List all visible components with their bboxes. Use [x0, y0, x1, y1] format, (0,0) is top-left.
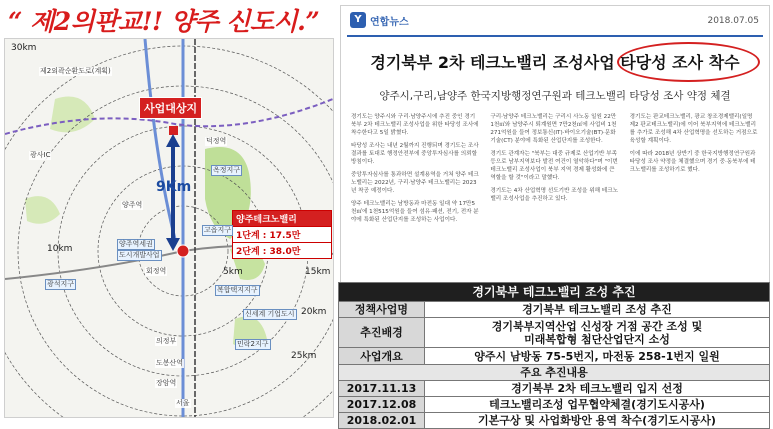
place-label: 광석지구	[47, 280, 75, 288]
techno-valley-title: 양주테크노밸리	[233, 211, 331, 226]
site-label: 사업대상지	[139, 97, 202, 119]
timeline-date: 2018.02.01	[339, 413, 425, 429]
news-paragraph: 구리·남양주 테크노밸리는 구리시 사노동 일원 22만1천㎡와 남양주시 퇴계원면 7만2천㎡에 사업비 1천271억원을 들여 정보통신(IT)·바이오기술(BT)·문화기술(CT) 분야에 특화된 산업단지를 조성한다.	[490, 114, 617, 144]
news-column	[490, 113, 619, 273]
timeline-date: 2017.11.13	[339, 381, 425, 397]
table-header-row	[339, 283, 770, 302]
place-label: 고읍지구	[204, 226, 232, 234]
timeline-row	[339, 397, 770, 413]
table-subheader: 주요 추진내용	[339, 365, 770, 381]
news-column	[630, 113, 759, 273]
news-divider	[347, 35, 763, 37]
phase2-area: 2단계 : 38.0만	[233, 242, 331, 258]
place-label: 장암역	[156, 379, 177, 387]
row-value-line: 미래복합형 첨단산업단지 소성	[524, 332, 670, 346]
table-row	[339, 318, 770, 348]
news-subtitle: 양주시,구리,남양주 한국지방행정연구원과 테크노밸리 타당성 조사 약정 체결	[379, 90, 731, 102]
table-row	[339, 302, 770, 318]
place-label: 도봉산역	[156, 359, 184, 367]
table-title: 경기북부 테크노밸리 조성 추진	[339, 283, 770, 302]
ring-label: 10km	[47, 244, 73, 254]
site-marker	[169, 126, 178, 135]
news-column	[351, 113, 480, 273]
timeline-row	[339, 381, 770, 397]
place-label: 신세계 기업도시	[245, 310, 295, 318]
place-label: 도시개발사업	[119, 251, 160, 259]
ring-label: 25km	[291, 351, 317, 361]
news-paragraph: 경기도는 4차 산업혁명 선도기반 조성을 위해 테크노밸리 조성사업을 추진하고 있다.	[490, 188, 619, 202]
ring-label: 20km	[301, 307, 327, 317]
place-label: 복합택지지구	[217, 286, 258, 294]
news-paragraph: 경기도 관계자는 "북부는 대중 규제로 산업기반 부족 등으로 남부지역보다 발전 여건이 열악하다"며 "이번 테크노밸리 조성사업이 북부 지역 경제 활성화에 큰 역할을 할 것"이라고 말했다.	[490, 151, 618, 181]
row-label: 사업개요	[339, 348, 425, 365]
news-logo-icon: Y	[350, 12, 366, 28]
place-label: 회정역	[146, 267, 167, 275]
news-paragraph: 양주 테크노밸리는 남방동과 마전동 일대 약 17만5천㎡에 1천515억원을 들여 섬유·패션, 전기, 전자 분야에 특화된 산업단지를 조성하는 사업이다.	[351, 201, 479, 223]
table-subheader-row	[339, 365, 770, 381]
row-value-line: 경기북부지역산업 신성장 거점 공간 조성 및	[491, 319, 703, 333]
news-clipping	[340, 5, 770, 283]
green-area	[50, 97, 95, 133]
news-paragraph: 경기도는 양주시와 구리·남양주시에 추진 중인 경기북부 2차 테크노밸리 조성사업을 위한 타당성 조사에 착수한다고 5일 밝혔다.	[351, 114, 479, 136]
ring-label: 30km	[11, 43, 37, 53]
location-map	[4, 38, 334, 418]
news-paragraph: 경기도는 판교테크노밸리, 광교 창조경제밸리(일명 제2 판교테크노밸리)에 이어 북부지역에 테크노밸리를 추가로 조성해 4차 산업혁명을 선도하는 거점으로 육성할 계획이다.	[629, 114, 758, 144]
place-label: 양주역	[122, 201, 143, 209]
news-paragraph: 타당성 조사는 내년 2월까지 진행되며 경기도는 조사 결과를 토대로 행정안전부에 중앙투자심사를 의뢰할 방침이다.	[351, 143, 479, 165]
place-label: 덕정역	[206, 137, 227, 145]
news-logo-text: 연합뉴스	[370, 16, 409, 28]
techno-valley-box	[232, 210, 332, 259]
place-label: 민락2지구	[237, 340, 269, 348]
timeline-event: 테크노밸리조성 업무협약체결(경기도시공사)	[425, 397, 770, 413]
timeline-row	[339, 413, 770, 429]
station-marker	[177, 245, 189, 257]
page-headline: “ 제2의판교!! 양주 신도시.”	[8, 7, 320, 36]
news-logo	[350, 12, 409, 28]
place-label: 옥정지구	[213, 166, 241, 174]
news-paragraph: 이에 따라 2018년 상반기 중 한국지방행정연구원과 타당성 조사 약정을 체결했으며 경기 중·동북부에 테크노밸리를 조성하기로 했다.	[629, 151, 756, 173]
timeline-date: 2017.12.08	[339, 397, 425, 413]
news-date: 2018.07.05	[707, 16, 759, 26]
place-label: 양주역세권	[119, 240, 153, 248]
place-label: 의정부	[156, 337, 177, 345]
row-label: 추진배경	[339, 318, 425, 348]
ring-label: 15km	[305, 267, 331, 277]
distance-label: 9Km	[156, 179, 192, 195]
timeline-event: 경기북부 2차 테크노밸리 입지 선정	[425, 381, 770, 397]
project-table	[338, 282, 770, 429]
place-label: 제2외곽순환도로(계획)	[40, 67, 111, 75]
news-title: 경기북부 2차 테크노밸리 조성사업 타당성 조사 착수	[370, 53, 740, 72]
row-label: 정책사업명	[339, 302, 425, 318]
phase1-area: 1단계 : 17.5만	[233, 226, 331, 242]
row-value: 양주시 남방동 75-5번지, 마전동 258-1번지 일원	[425, 348, 770, 365]
news-paragraph: 중앙투자심사를 통과하면 설계용역을 거쳐 양주 테크노밸리는 2022년, 구리·남양주 테크노밸리는 2023년 착공 예정이다.	[351, 172, 479, 194]
place-label: 광사IC	[30, 151, 51, 159]
timeline-event: 기본구상 및 사업화방안 용역 착수(경기도시공사)	[425, 413, 770, 429]
row-value	[425, 318, 770, 348]
table-row	[339, 348, 770, 365]
news-body	[351, 113, 759, 273]
green-area	[25, 196, 60, 224]
row-value: 경기북부 테크노밸리 조성 추진	[425, 302, 770, 318]
place-label: 서울	[176, 399, 190, 407]
ring-label: 5km	[223, 267, 243, 277]
